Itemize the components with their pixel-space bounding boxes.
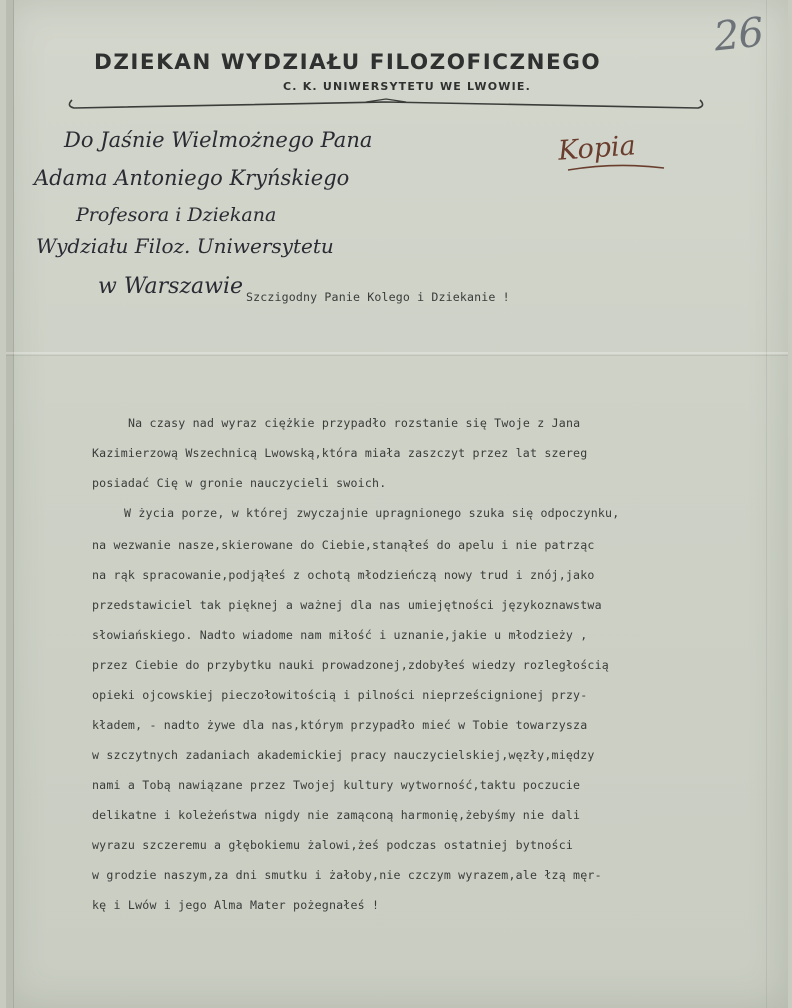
body-line: przedstawiciel tak pięknej a ważnej dla nas umiejętności językoznawstwa <box>92 598 602 612</box>
document-page <box>6 0 788 1008</box>
salutation: Szczigodny Panie Kolego i Dziekanie ! <box>246 290 510 304</box>
address-line-2: Adama Antoniego Kryńskiego <box>34 166 350 190</box>
body-line: Kazimierzową Wszechnicą Lwowską,która miała zaszczyt przez lat szereg <box>92 446 588 460</box>
body-line: Na czasy nad wyraz ciężkie przypadło rozstanie się Twoje z Jana <box>128 416 581 430</box>
page-left-edge <box>6 0 14 1008</box>
body-line: na wezwanie nasze,skierowane do Ciebie,stanąłeś do apelu i nie patrząc <box>92 538 595 552</box>
body-line: kę i Lwów i jego Alma Mater pożegnałeś ! <box>92 898 380 912</box>
body-line: słowiańskiego. Nadto wiadome nam miłość i uznanie,jakie u młodzieży , <box>92 628 588 642</box>
copy-stamp: Kopia <box>557 130 637 167</box>
letterhead-rule <box>66 96 706 112</box>
body-line: w szczytnych zadaniach akademickiej pracy nauczycielskiej,węzły,między <box>92 748 595 762</box>
copy-stamp-underline <box>566 160 666 174</box>
page-number: 26 <box>711 9 766 61</box>
address-line-1: Do Jaśnie Wielmożnego Pana <box>64 128 373 152</box>
letterhead-subtitle: C. K. UNIWERSYTETU WE LWOWIE. <box>283 80 531 93</box>
body-line: W życia porze, w której zwyczajnie upragnionego szuka się odpoczynku, <box>124 506 620 520</box>
letterhead-title: DZIEKAN WYDZIAŁU FILOZOFICZNEGO <box>94 50 602 75</box>
fold-crease <box>6 352 788 354</box>
body-line: wyrazu szczeremu a głębokiemu żalowi,żeś podczas ostatniej bytności <box>92 838 574 852</box>
address-line-5: w Warszawie <box>98 274 244 299</box>
body-line: przez Ciebie do przybytku nauki prowadzonej,zdobyłeś wiedzy rozległością <box>92 658 609 672</box>
body-line: w grodzie naszym,za dni smutku i żałoby,nie czczym wyrazem,ale łzą męr- <box>92 868 602 882</box>
body-line: na rąk spracowanie,podjąłeś z ochotą młodzieńczą nowy trud i znój,jako <box>92 568 595 582</box>
fold-crease-shadow <box>6 355 788 356</box>
vertical-crease <box>766 0 767 1008</box>
body-line: posiadać Cię w gronie nauczycieli swoich. <box>92 476 387 490</box>
body-line: opieki ojcowskiej pieczołowitością i pilności nieprześcignionej przy- <box>92 688 588 702</box>
address-line-4: Wydziału Filoz. Uniwersytetu <box>36 234 334 258</box>
body-line: nami a Tobą nawiązane przez Twojej kultury wytworność,taktu poczucie <box>92 778 581 792</box>
body-line: delikatne i koleżeństwa nigdy nie zamąconą harmonię,żebyśmy nie dali <box>92 808 581 822</box>
address-line-3: Profesora i Dziekana <box>76 204 277 226</box>
body-line: kładem, - nadto żywe dla nas,którym przypadło mieć w Tobie towarzysza <box>92 718 588 732</box>
